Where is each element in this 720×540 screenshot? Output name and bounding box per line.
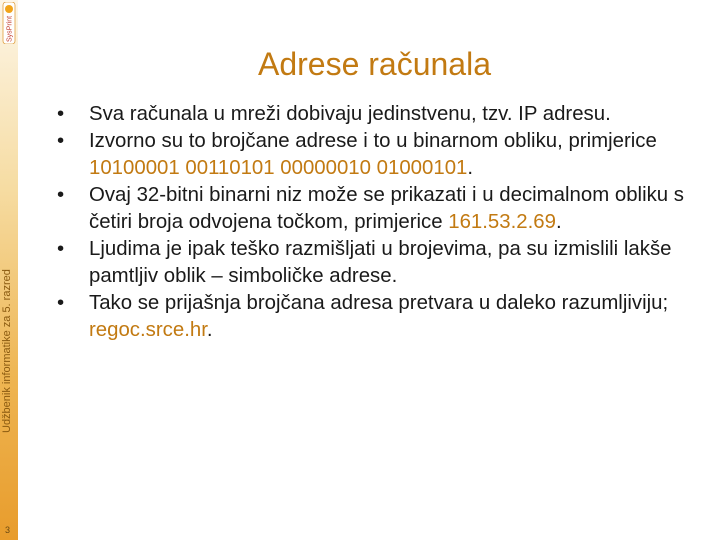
bullet-icon: •: [57, 103, 65, 125]
list-item: [57, 290, 697, 344]
binary-address: 10100001 00110101 00000010 01000101: [89, 157, 468, 179]
bullet-text: Izvorno su to brojčane adrese i to u binarnom obliku, primjerice: [89, 130, 657, 152]
bullet-text: Tako se prijašnja brojčana adresa pretvara u daleko razumljiviju;: [89, 292, 669, 314]
bullet-text-end: .: [555, 211, 562, 233]
bullet-text: Sva računala u mreži dobivaju jedinstvenu, tzv. IP adresu.: [89, 103, 611, 125]
bullet-icon: •: [57, 238, 65, 260]
list-item: [57, 182, 697, 236]
list-item: [57, 128, 697, 182]
publisher-logo: [2, 2, 16, 44]
bullet-icon: •: [57, 292, 65, 314]
bullet-text-end: .: [467, 157, 474, 179]
slide-title: Adrese računala: [257, 46, 491, 82]
bullet-text: Ljudima je ipak teško razmišljati u brojevima, pa su izmislili lakše pamtljiv oblik – simboličke adrese.: [89, 238, 672, 287]
bullet-text: Ovaj 32-bitni binarni niz može se prikazati i u decimalnom obliku s četiri broja odvojena točkom, primjerice: [89, 184, 684, 233]
bullet-list: [57, 101, 697, 344]
bullet-text-end: .: [206, 319, 213, 341]
list-item: [57, 236, 697, 290]
bullet-icon: •: [57, 184, 65, 206]
svg-text:SysPrint: SysPrint: [6, 15, 14, 42]
bullet-icon: •: [57, 130, 65, 152]
book-caption: Udžbenik informatike za 5. razred: [1, 269, 13, 433]
list-item: [57, 101, 697, 128]
decimal-address: 161.53.2.69: [448, 211, 556, 233]
domain-name: regoc.srce.hr: [89, 319, 207, 341]
page-number: 3: [5, 525, 11, 535]
